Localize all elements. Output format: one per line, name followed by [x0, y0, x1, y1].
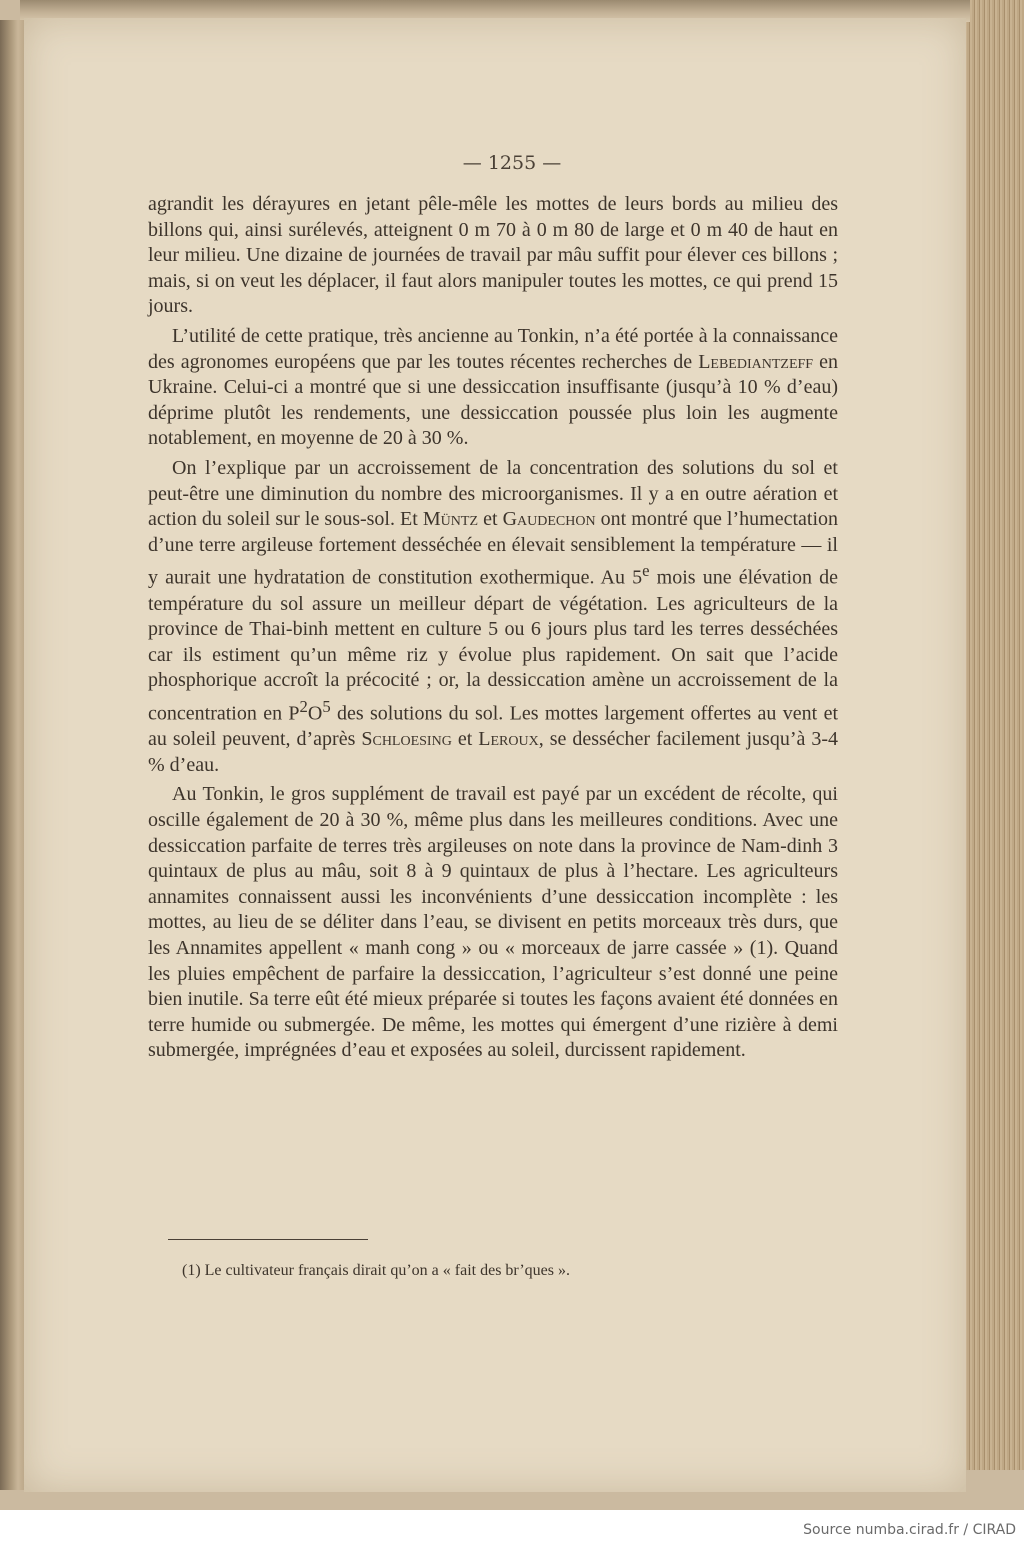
page-number: — 1255 — — [462, 152, 562, 174]
author-name: Müntz — [422, 508, 478, 531]
left-binding-edge — [0, 20, 26, 1490]
paragraph-3: On l’explique par un accroissement de la concentration des solutions du sol et peut-être une diminution du nombre des microorganismes. Il y a en outre aération et action du soleil sur le sous-sol. Et Müntz et Gaudechon ont montré que l’humectation d’une terre argileuse fortement desséchée en élevait sensiblement la température — il y aurait une hydratation de constitution exothermique. Au 5e mois une élévation de température du sol assure un meilleur départ de végétation. Les agriculteurs de la province de Thai-binh mettent en culture 5 ou 6 jours plus tard les terres desséchées car ils estiment qu’un même riz y évolue plus rapidement. On sait que l’acide phosphorique accroît la précocité ; or, la dessiccation amène un accroissement de la concentration en $P^2O^5$ des solutions du sol. Les mottes largement offertes au vent et au soleil peuvent, d’après Schloesing et Leroux, se dessécher facilement jusqu’à 3-4 % d’eau. — [148, 456, 839, 776]
paragraph-2: L’utilité de cette pratique, très ancienne au Tonkin, n’a été portée à la connaissance des agronomes européens que par les toutes récentes recherches de Lebediantzeff en Ukraine. Celui-ci a montré que si une dessiccation insuffisante (jusqu’à 10 % d’eau) déprime plutôt les rendements, une dessiccation poussée plus loin les augmente notablement, en moyenne de 20 à 30 %. — [148, 324, 838, 450]
paragraph-1: agrandit les dérayures en jetant pêle-mêle les mottes de leurs bords au milieu des billons qui, ainsi surélevés, atteignent 0 m 70 à 0 m 80 de large et 0 m 40 de haut en leur milieu. Une dizaine de journées de travail par mâu suffit pour élever ces billons ; mais, si on veut les déplacer, il faut alors manipuler toutes les mottes, ce qui prend 15 jours. — [148, 193, 838, 318]
author-name: Schloesing — [361, 728, 452, 751]
author-name: Leroux — [478, 728, 539, 751]
body-text — [148, 192, 838, 1068]
author-name: Gaudechon — [502, 508, 596, 531]
paragraph-4: Au Tonkin, le gros supplément de travail est payé par un excédent de récolte, qui oscille également de 20 à 30 %, même plus dans les meilleures conditions. Avec une dessiccation parfaite de terres très argileuses on note dans la province de Nam-dinh 3 quintaux de plus au mâu, soit 8 à 9 quintaux de plus à l’hectare. Les agriculteurs annamites connaissent aussi les inconvénients d’une dessiccation incomplète : les mottes, au lieu de se déliter dans l’eau, se divisent en petits morceaux très durs, que les Annamites appellent « manh cong » ou « morceaux de jarre cassée » (1). Quand les pluies empêchent de parfaire la dessiccation, l’agriculteur s’est donné une peine bien inutile. Sa terre eût été mieux préparée si toutes les façons avaient été données en terre humide ou submergée. De même, les mottes qui émergent d’une rizière à demi submergée, imprégnées d’eau et exposées au soleil, durcissent rapidement. — [148, 783, 838, 1062]
footnote: (1) Le cultivateur français dirait qu’on a « fait des br’ques ». — [182, 1262, 570, 1279]
footnote-divider — [168, 1239, 368, 1240]
source-credit: Source numba.cirad.fr / CIRAD — [803, 1522, 1016, 1538]
author-name: Lebediantzeff — [698, 350, 814, 373]
page-stack-edge — [962, 0, 1024, 1470]
